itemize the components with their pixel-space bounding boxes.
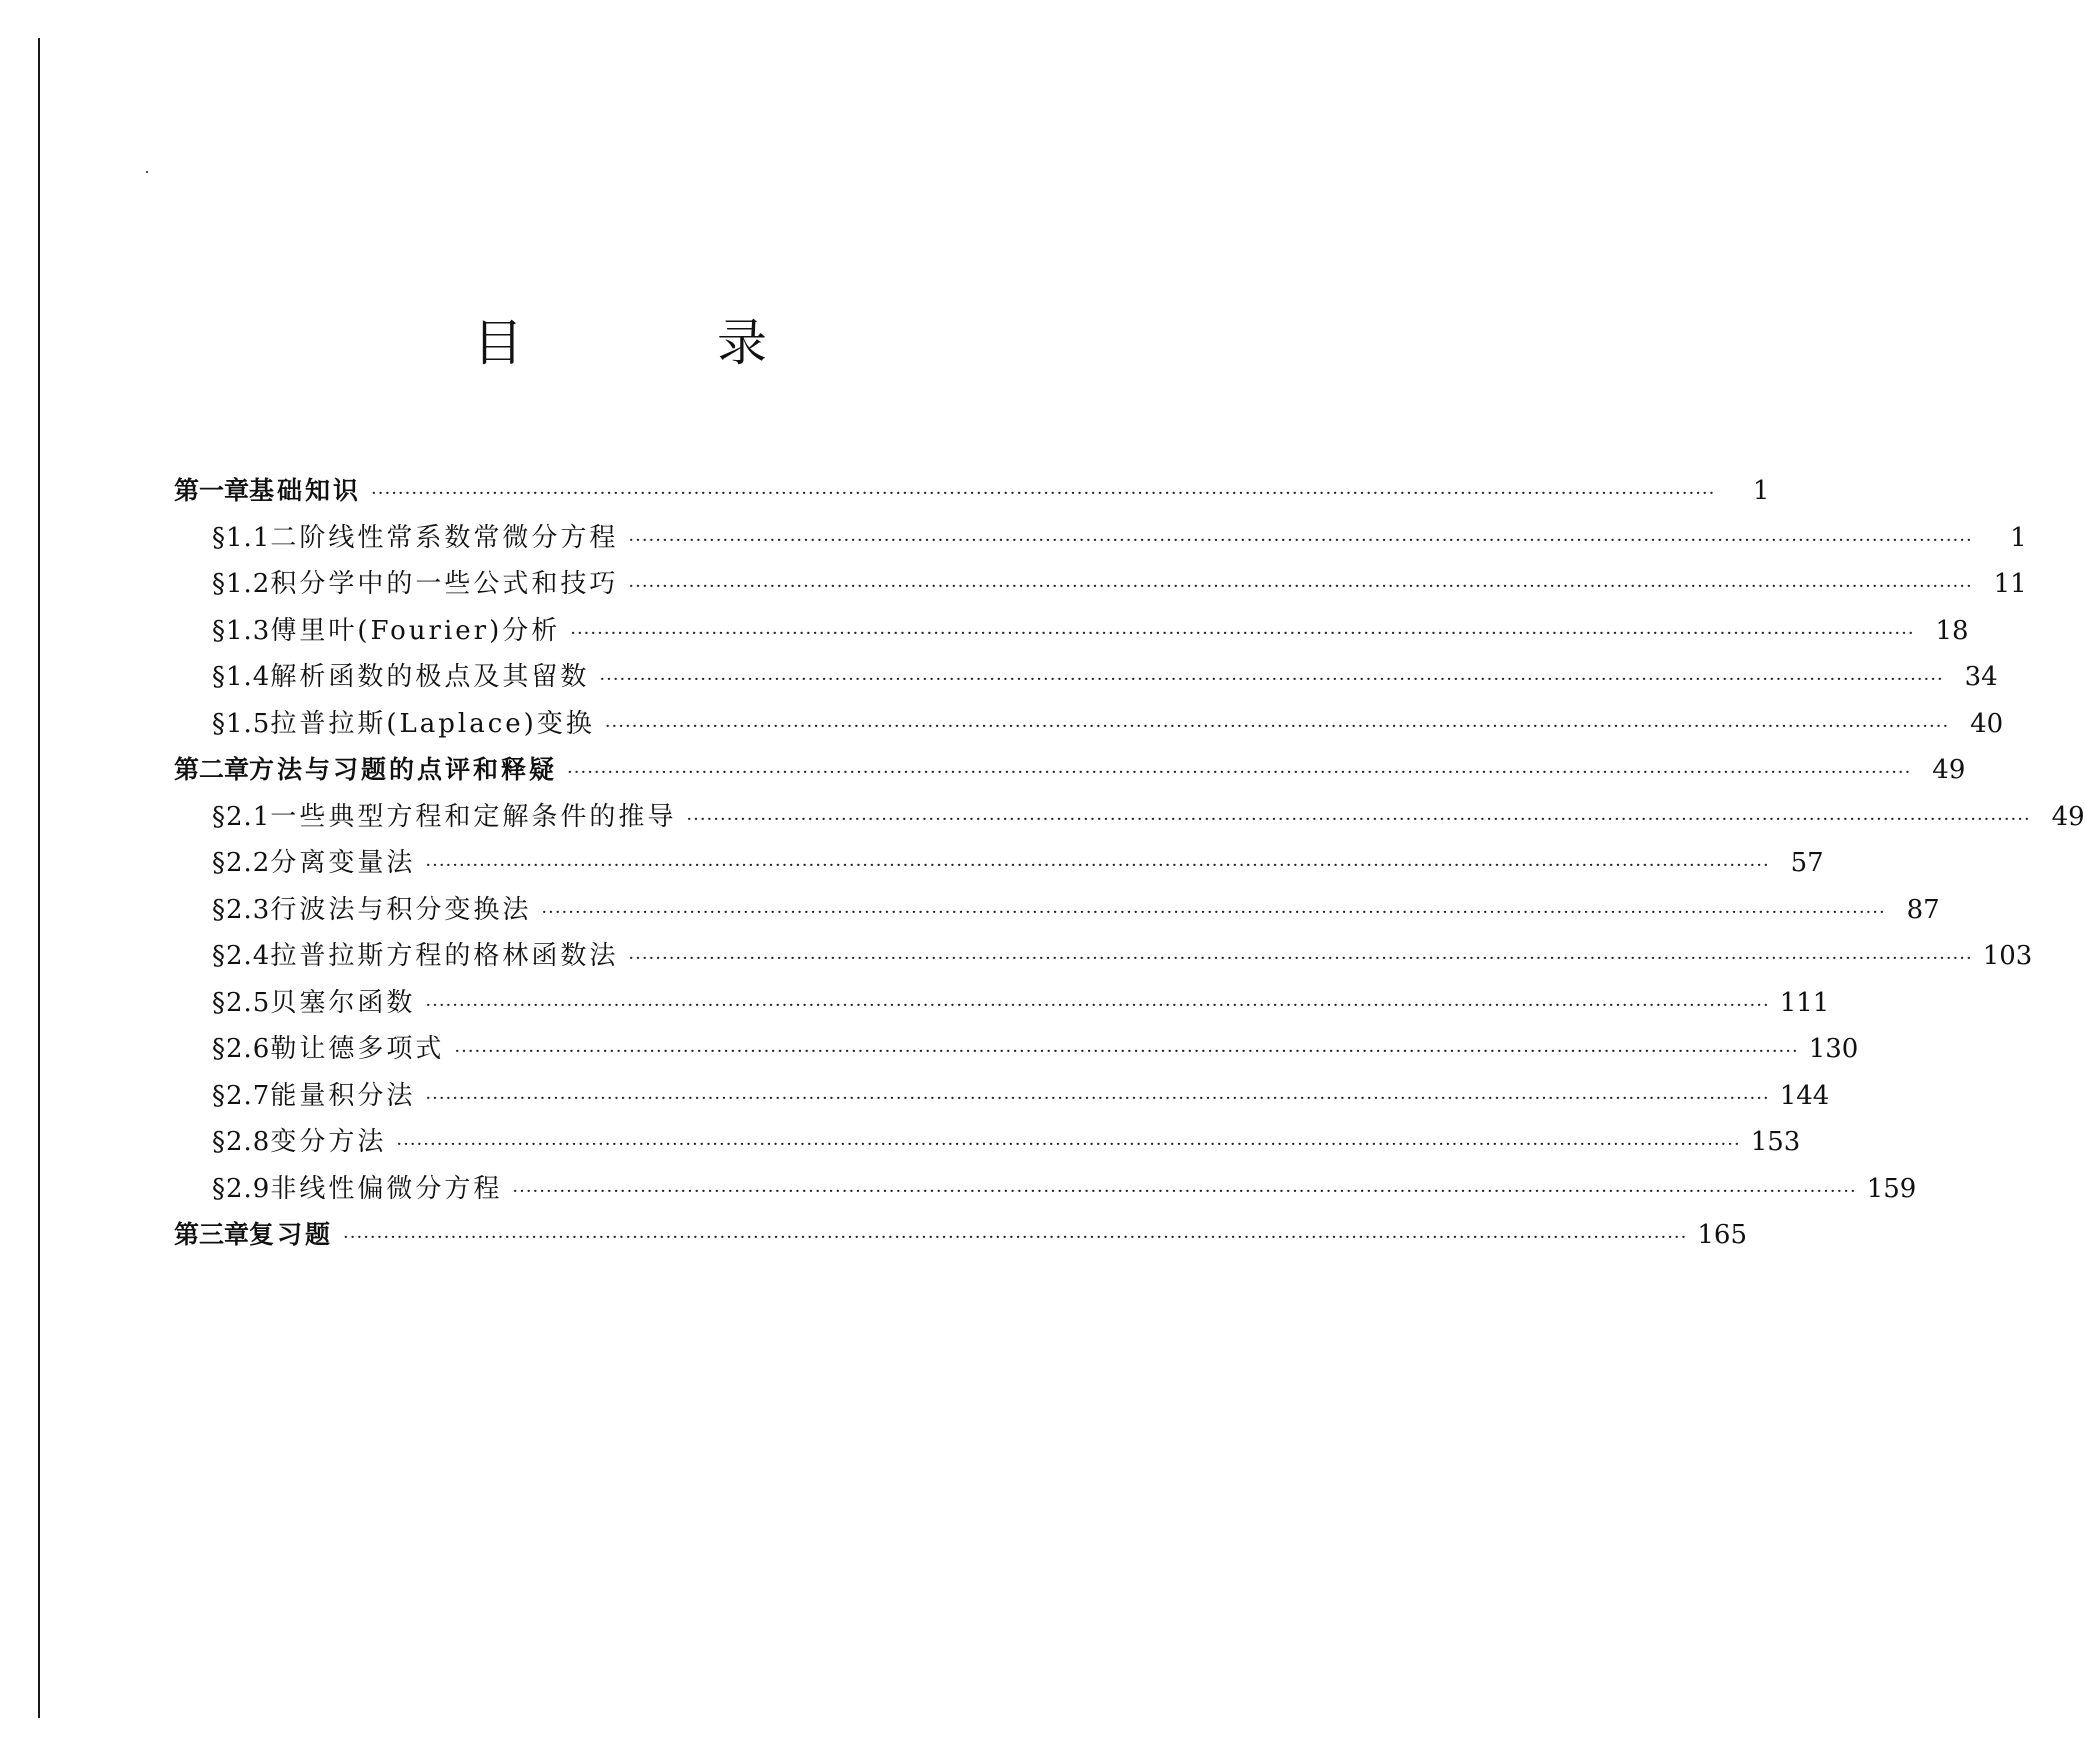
chapter-title: 方法与习题的点评和释疑 [249, 755, 558, 784]
page-number: 159 [1866, 1173, 1917, 1204]
section-number: §1.2 [212, 569, 271, 599]
page-number: 1 [2010, 522, 2027, 553]
section-title: 拉普拉斯方程的格林函数法 [270, 941, 619, 971]
section-title: 行波法与积分变换法 [270, 894, 532, 925]
chapter-number: 第一章 [174, 476, 250, 505]
section-number: §2.1 [212, 801, 271, 832]
section-number: §1.3 [212, 615, 271, 646]
page-number: 49 [2051, 801, 2085, 832]
page-number: 40 [1970, 708, 2004, 739]
toc-section-row [174, 794, 2085, 841]
dot-leader: ········································································································································································································ [604, 715, 1950, 737]
section-number: §2.2 [212, 848, 271, 878]
section-title: 积分学中的一些公式和技巧 [270, 569, 619, 599]
toc-section-row [174, 1166, 1917, 1213]
page-title: 目 录 [473, 314, 839, 372]
section-number: §2.3 [212, 894, 271, 925]
toc-chapter-row [174, 747, 1966, 794]
toc-chapter-row [174, 468, 1770, 515]
dot-leader: ········································································································································································································ [570, 622, 1915, 644]
toc-section-row [174, 1073, 1830, 1120]
chapter-number: 第三章 [174, 1220, 250, 1249]
toc-chapter-row [174, 1212, 1748, 1259]
section-number: §2.6 [212, 1034, 271, 1064]
section-number: §1.1 [212, 522, 271, 553]
section-number: §2.9 [212, 1173, 271, 1204]
dot-leader: ········································································································································································································ [425, 994, 1770, 1016]
section-title: 二阶线性常系数常微分方程 [270, 522, 619, 553]
chapter-number: 第二章 [174, 755, 250, 784]
page-number: 18 [1935, 615, 1969, 646]
section-title: 能量积分法 [270, 1080, 416, 1111]
toc-section-row [174, 701, 2004, 748]
toc-section-row [174, 654, 1998, 701]
section-number: §1.5 [212, 708, 271, 739]
page-number: 130 [1808, 1034, 1859, 1064]
section-title: 一些典型方程和定解条件的推导 [270, 801, 677, 832]
dot-leader: ········································································································································································································ [541, 901, 1886, 923]
toc-section-row [174, 887, 1940, 934]
page-number: 144 [1779, 1080, 1830, 1111]
section-title: 非线性偏微分方程 [270, 1173, 503, 1204]
page-number: 11 [1993, 569, 2027, 599]
section-title: 傅里叶(Fourier)分析 [270, 615, 561, 646]
page-number: 153 [1750, 1127, 1801, 1157]
section-number: §1.4 [212, 662, 271, 692]
toc-section-row [174, 1119, 1801, 1166]
dot-leader: ········································································································································································································ [343, 1227, 1688, 1248]
page-number: 165 [1697, 1220, 1748, 1250]
page-number: 87 [1906, 894, 1940, 925]
toc-section-row [174, 980, 1830, 1027]
section-title: 变分方法 [270, 1127, 387, 1157]
page-number: 49 [1932, 755, 1966, 785]
dot-leader: ········································································································································································································ [599, 669, 1944, 690]
dot-leader: ········································································································································································································ [396, 1134, 1741, 1155]
dot-leader: ········································································································································································································ [454, 1041, 1799, 1062]
section-number: §2.8 [212, 1127, 271, 1157]
toc-section-row [174, 515, 2027, 562]
section-title: 分离变量法 [270, 848, 416, 878]
section-title: 解析函数的极点及其留数 [270, 662, 590, 692]
chapter-title: 基础知识 [249, 476, 362, 505]
toc-section-row [174, 561, 2027, 608]
table-of-contents [174, 468, 2085, 1259]
toc-section-row [174, 608, 1969, 655]
chapter-title: 复习题 [249, 1220, 334, 1249]
binding-margin-line [38, 38, 40, 1718]
toc-section-row [174, 840, 1824, 887]
section-number: §2.7 [212, 1080, 271, 1111]
dot-leader: ········································································································································································································ [425, 855, 1770, 876]
section-title: 拉普拉斯(Laplace)变换 [270, 708, 595, 739]
section-title: 贝塞尔函数 [270, 987, 416, 1018]
section-number: §2.5 [212, 987, 271, 1018]
page-number: 1 [1752, 476, 1770, 506]
dot-leader: ········································································································································································································ [686, 808, 2031, 830]
dot-leader: ········································································································································································································ [425, 1087, 1770, 1109]
page-number: 57 [1790, 848, 1824, 878]
dot-leader: ········································································································································································································ [628, 529, 1973, 551]
page-number: 103 [1982, 941, 2033, 971]
dot-leader: ········································································································································································································ [628, 948, 1973, 969]
section-title: 勒让德多项式 [270, 1034, 445, 1064]
toc-section-row [174, 933, 2033, 980]
section-number: §2.4 [212, 941, 271, 971]
page-number: 111 [1779, 987, 1830, 1018]
toc-section-row [174, 1026, 1859, 1073]
dot-leader: ········································································································································································································ [371, 483, 1716, 504]
page-number: 34 [1964, 662, 1998, 692]
dot-leader: ········································································································································································································ [567, 762, 1912, 783]
scan-speck [146, 171, 148, 173]
dot-leader: ········································································································································································································ [512, 1180, 1857, 1202]
dot-leader: ········································································································································································································ [628, 576, 1973, 597]
